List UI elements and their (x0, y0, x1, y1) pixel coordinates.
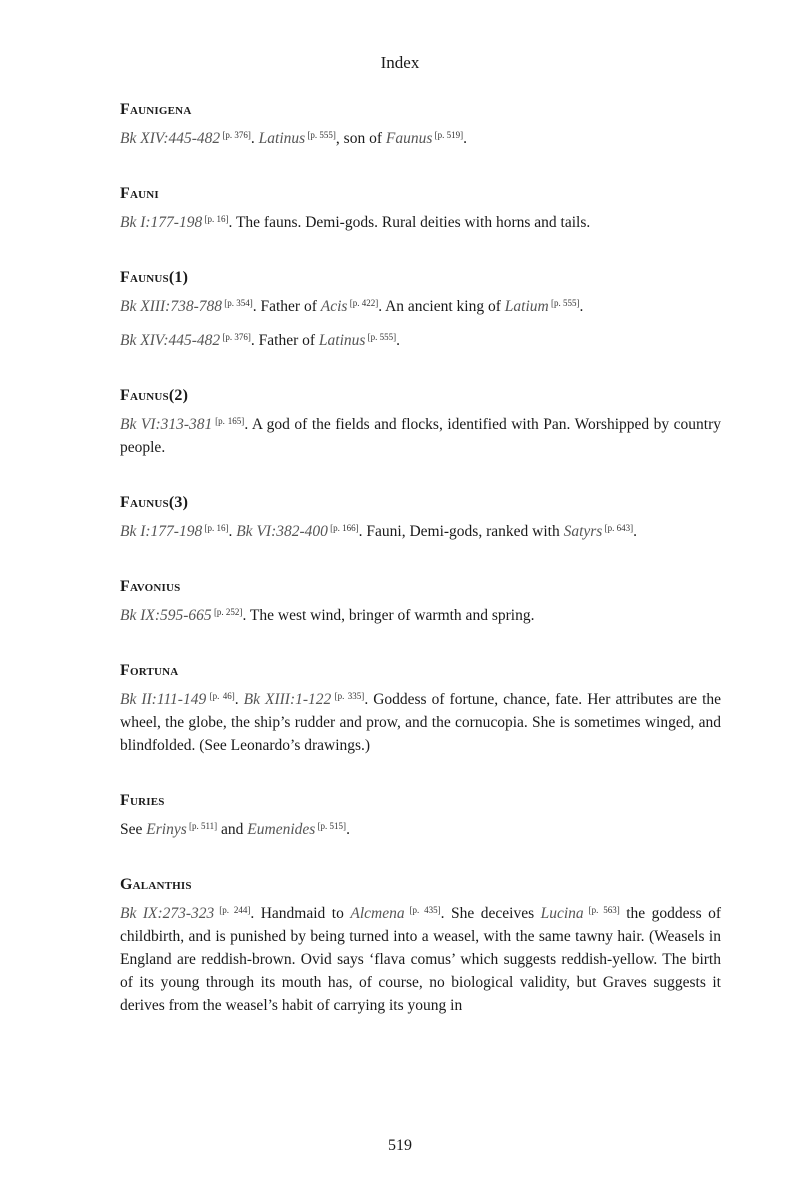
book-reference-link[interactable]: Bk VI:382-400 (236, 523, 328, 540)
book-reference-link[interactable]: Bk XIV:445-482 (120, 332, 221, 349)
text-segment: the goddess of childbirth, and is punished by being turned into a weasel, with the same tawny hair. (Weasels in England are reddish-brown. Ovid says ‘flava comus’ which suggests reddish-yellow. The birth of its young through its mouth has, of course, no biological validity, but Graves suggests it derives from the weasel’s habit of carrying its young in (120, 905, 722, 1014)
text-segment: . (250, 130, 259, 147)
book-reference-link[interactable]: Lucina (540, 905, 584, 922)
index-entry (120, 386, 721, 459)
page-reference-link[interactable]: [p. 376] (220, 130, 251, 140)
book-reference-link[interactable]: Bk VI:313-381 (120, 416, 213, 433)
page-reference-link[interactable]: [p. 555] (365, 332, 397, 342)
page-reference-link[interactable]: [p. 563] (583, 905, 620, 915)
book-reference-link[interactable]: Bk XIV:445-482 (120, 130, 221, 147)
index-entry (120, 100, 721, 150)
book-reference-link[interactable]: Erinys (146, 821, 187, 838)
book-reference-link[interactable]: Bk IX:595-665 (120, 607, 212, 624)
page-reference-link[interactable]: [p. 165] (212, 416, 245, 426)
page-reference-link[interactable]: [p. 555] (305, 130, 336, 140)
entry-text (120, 601, 721, 627)
book-reference-link[interactable]: Acis (320, 298, 348, 315)
text-segment: See (120, 821, 147, 838)
page-reference-link[interactable]: [p. 335] (331, 691, 365, 701)
entry-term: Favonius (120, 578, 181, 595)
entry-term: Galanthis (120, 876, 192, 893)
entry-term: Faunus(1) (120, 269, 189, 286)
page-reference-link[interactable]: [p. 519] (432, 130, 464, 140)
page-reference-link[interactable]: [p. 252] (211, 607, 243, 617)
book-reference-link[interactable]: Satyrs (563, 523, 603, 540)
book-reference-link[interactable]: Bk I:177-198 (120, 214, 203, 231)
book-reference-link[interactable]: Latium (504, 298, 549, 315)
page-reference-link[interactable]: [p. 643] (602, 523, 634, 533)
text-segment: . A god of the fields and flocks, identified with Pan. Worshipped by country people. (120, 416, 721, 456)
text-segment: . (633, 523, 637, 540)
index-entry (120, 493, 721, 543)
text-segment: . (234, 691, 244, 708)
book-reference-link[interactable]: Eumenides (247, 821, 316, 838)
page-reference-link[interactable]: [p. 511] (186, 821, 218, 831)
page-reference-link[interactable]: [p. 244] (214, 905, 251, 915)
text-segment: . She deceives (440, 905, 541, 922)
index-entry (120, 268, 721, 352)
page-reference-link[interactable]: [p. 166] (327, 523, 359, 533)
book-reference-link[interactable]: Latinus (318, 332, 366, 349)
entry-term: Fauni (120, 185, 159, 202)
entry-term: Faunus(3) (120, 494, 189, 511)
page-reference-link[interactable]: [p. 555] (548, 298, 580, 308)
book-reference-link[interactable]: Bk I:177-198 (120, 523, 203, 540)
text-segment: . Goddess of fortune, chance, fate. Her attributes are the wheel, the globe, the ship’s rudder and prow, and the cornucopia. She is sometimes winged, and blindfolded. (See Leonardo’s drawings.) (120, 691, 722, 754)
index-entry (120, 184, 721, 234)
text-segment: . (228, 523, 237, 540)
entry-term: Faunus(2) (120, 387, 189, 404)
entry-text (120, 517, 721, 543)
book-reference-link[interactable]: Bk II:111-149 (120, 691, 207, 708)
entry-text (120, 410, 721, 459)
entry-text (120, 292, 721, 318)
index-entry (120, 661, 721, 757)
page-header: Index (380, 53, 420, 72)
book-reference-link[interactable]: Alcmena (350, 905, 405, 922)
book-reference-link[interactable]: Bk XIII:1-122 (243, 691, 332, 708)
text-segment: . Handmaid to (250, 905, 351, 922)
page-number: 519 (388, 1137, 412, 1154)
entry-text (120, 899, 721, 1017)
index-entry (120, 791, 721, 841)
text-segment: . (463, 130, 467, 147)
entry-text (120, 815, 721, 841)
page-reference-link[interactable]: [p. 435] (404, 905, 441, 915)
text-segment: . (346, 821, 350, 838)
text-segment: . (579, 298, 584, 315)
entry-text (120, 685, 721, 757)
text-segment: , son of (335, 130, 386, 147)
book-reference-link[interactable]: Bk XIII:738-788 (120, 298, 222, 315)
page-reference-link[interactable]: [p. 16] (202, 523, 229, 533)
entry-text (120, 124, 721, 150)
text-segment: . Father of (252, 298, 321, 315)
entry-term: Fortuna (120, 662, 179, 679)
page-reference-link[interactable]: [p. 515] (315, 821, 347, 831)
text-segment: . The west wind, bringer of warmth and spring. (242, 607, 535, 624)
page-reference-link[interactable]: [p. 354] (222, 298, 253, 308)
page-reference-link[interactable]: [p. 376] (220, 332, 251, 342)
text-segment: . Father of (250, 332, 319, 349)
entry-text (120, 326, 721, 352)
text-segment: and (217, 821, 248, 838)
index-entry (120, 577, 721, 627)
book-reference-link[interactable]: Latinus (258, 130, 306, 147)
entry-term: Furies (120, 792, 165, 809)
text-segment: . The fauns. Demi-gods. Rural deities with horns and tails. (228, 214, 591, 231)
index-entries (120, 100, 721, 1051)
page-reference-link[interactable]: [p. 422] (347, 298, 379, 308)
text-segment: . (396, 332, 401, 349)
text-segment: . Fauni, Demi-gods, ranked with (358, 523, 564, 540)
index-entry (120, 875, 721, 1017)
text-segment: . An ancient king of (378, 298, 505, 315)
book-reference-link[interactable]: Faunus (385, 130, 433, 147)
entry-text (120, 208, 721, 234)
page-reference-link[interactable]: [p. 46] (206, 691, 235, 701)
entry-term: Faunigena (120, 101, 192, 118)
book-reference-link[interactable]: Bk IX:273-323 (120, 905, 215, 922)
page-reference-link[interactable]: [p. 16] (202, 214, 229, 224)
